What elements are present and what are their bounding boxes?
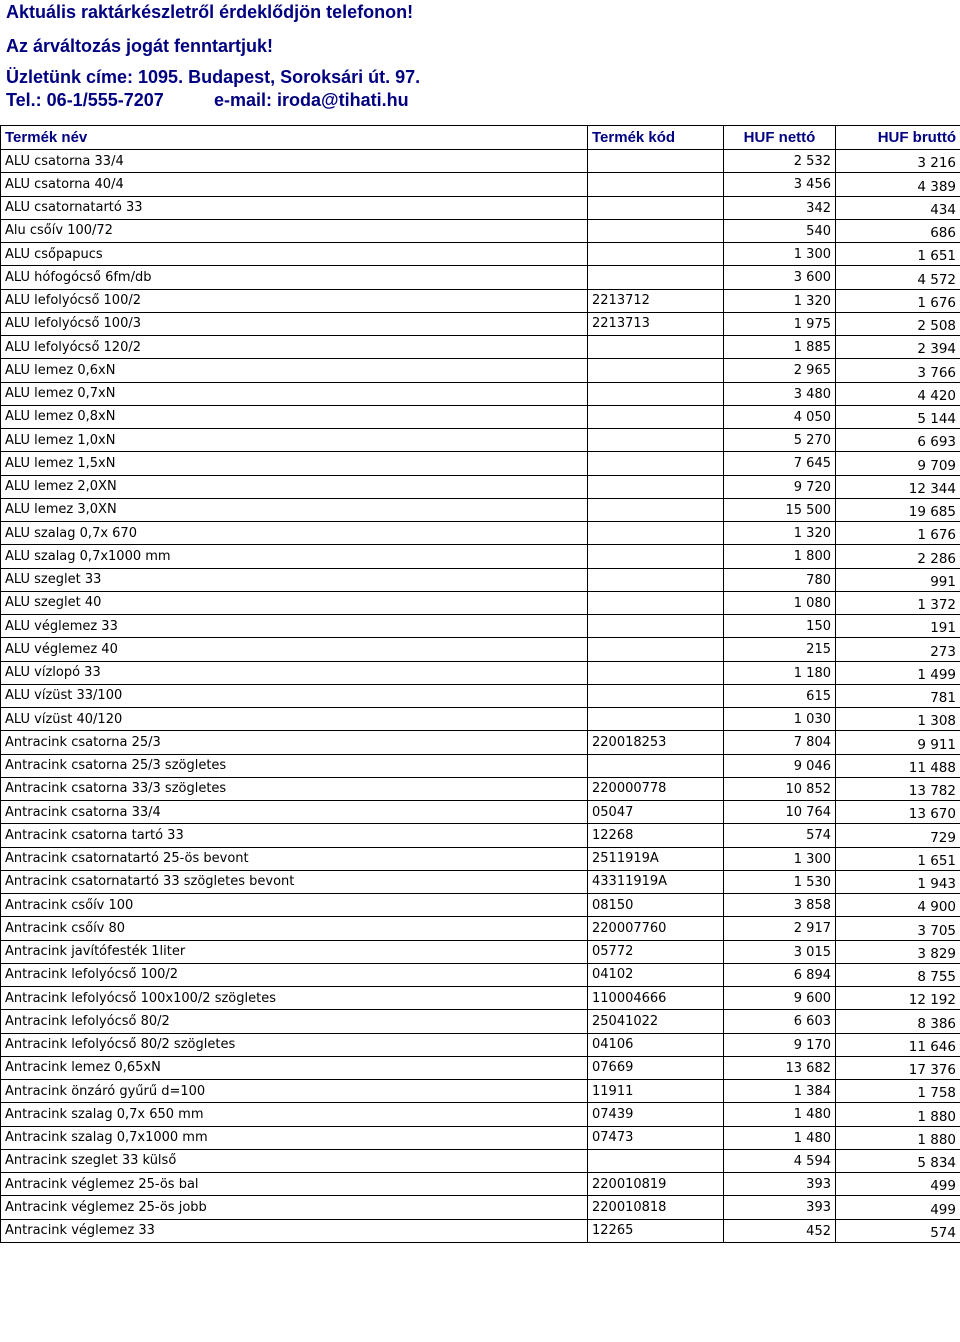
product-name-cell: ALU lemez 3,0XN: [1, 498, 588, 521]
price-table: [0, 125, 960, 1243]
product-name-cell: ALU szalag 0,7x1000 mm: [1, 545, 588, 568]
table-row: [1, 266, 960, 289]
gross-price-cell: 11 488: [836, 754, 960, 777]
table-row: [1, 754, 960, 777]
product-name-cell: ALU lemez 0,8xN: [1, 405, 588, 428]
table-row: [1, 684, 960, 707]
product-name-cell: ALU szalag 0,7x 670: [1, 522, 588, 545]
gross-price-cell: 9 911: [836, 731, 960, 754]
net-price-cell: 1 530: [724, 870, 836, 893]
product-code-cell: [588, 638, 724, 661]
product-name-cell: ALU csatorna 33/4: [1, 150, 588, 173]
gross-price-cell: 19 685: [836, 498, 960, 521]
product-code-cell: 11911: [588, 1080, 724, 1103]
gross-price-cell: 499: [836, 1196, 960, 1219]
product-code-cell: 05047: [588, 801, 724, 824]
product-code-cell: [588, 661, 724, 684]
table-row: [1, 196, 960, 219]
net-price-cell: 1 030: [724, 708, 836, 731]
net-price-cell: 7 804: [724, 731, 836, 754]
table-row: [1, 382, 960, 405]
product-code-cell: 12265: [588, 1219, 724, 1242]
product-name-cell: ALU lemez 1,5xN: [1, 452, 588, 475]
table-row: [1, 777, 960, 800]
table-header-row: [1, 126, 960, 150]
table-row: [1, 405, 960, 428]
table-row: [1, 289, 960, 312]
net-price-cell: 780: [724, 568, 836, 591]
table-row: [1, 243, 960, 266]
net-price-cell: 615: [724, 684, 836, 707]
gross-price-cell: 1 943: [836, 870, 960, 893]
net-price-cell: 2 532: [724, 150, 836, 173]
gross-price-cell: 574: [836, 1219, 960, 1242]
net-price-cell: 10 852: [724, 777, 836, 800]
gross-price-cell: 4 572: [836, 266, 960, 289]
product-name-cell: Antracink csatornatartó 25-ös bevont: [1, 847, 588, 870]
table-row: [1, 452, 960, 475]
table-row: [1, 591, 960, 614]
product-name-cell: Antracink lefolyócső 80/2 szögletes: [1, 1033, 588, 1056]
net-price-cell: 3 858: [724, 894, 836, 917]
product-code-cell: [588, 173, 724, 196]
table-row: [1, 894, 960, 917]
product-name-cell: Antracink javítófesték 1liter: [1, 940, 588, 963]
product-name-cell: ALU szeglet 33: [1, 568, 588, 591]
net-price-cell: 3 015: [724, 940, 836, 963]
table-row: [1, 150, 960, 173]
gross-price-cell: 5 144: [836, 405, 960, 428]
net-price-cell: 1 480: [724, 1126, 836, 1149]
table-row: [1, 731, 960, 754]
product-name-cell: Antracink véglemez 25-ös bal: [1, 1173, 588, 1196]
product-name-cell: Antracink önzáró gyűrű d=100: [1, 1080, 588, 1103]
net-price-cell: 7 645: [724, 452, 836, 475]
net-price-cell: 10 764: [724, 801, 836, 824]
table-row: [1, 638, 960, 661]
table-row: [1, 987, 960, 1010]
product-name-cell: ALU csőpapucs: [1, 243, 588, 266]
gross-price-cell: 3 216: [836, 150, 960, 173]
product-code-cell: 05772: [588, 940, 724, 963]
net-price-cell: 1 800: [724, 545, 836, 568]
net-price-cell: 1 080: [724, 591, 836, 614]
email-link[interactable]: e-mail: iroda@tihati.hu: [214, 90, 409, 110]
gross-price-cell: 1 758: [836, 1080, 960, 1103]
gross-price-cell: 3 829: [836, 940, 960, 963]
product-name-cell: ALU lefolyócső 100/3: [1, 312, 588, 335]
net-price-cell: 150: [724, 615, 836, 638]
product-code-cell: 2213712: [588, 289, 724, 312]
product-name-cell: ALU lefolyócső 120/2: [1, 336, 588, 359]
gross-price-cell: 1 308: [836, 708, 960, 731]
gross-price-cell: 1 880: [836, 1103, 960, 1126]
product-code-cell: [588, 359, 724, 382]
product-code-cell: [588, 150, 724, 173]
table-row: [1, 1196, 960, 1219]
product-name-cell: ALU szeglet 40: [1, 591, 588, 614]
table-row: [1, 312, 960, 335]
product-code-cell: 2213713: [588, 312, 724, 335]
gross-price-cell: 273: [836, 638, 960, 661]
product-code-cell: [588, 754, 724, 777]
gross-price-cell: 1 676: [836, 289, 960, 312]
column-header-gross: HUF bruttó: [836, 126, 960, 150]
table-row: [1, 708, 960, 731]
product-name-cell: ALU lemez 0,7xN: [1, 382, 588, 405]
notice-price-change: Az árváltozás jogát fenntartjuk!: [6, 36, 274, 56]
product-name-cell: Antracink lefolyócső 100/2: [1, 963, 588, 986]
product-name-cell: ALU csatorna 40/4: [1, 173, 588, 196]
table-row: [1, 359, 960, 382]
gross-price-cell: 12 192: [836, 987, 960, 1010]
table-row: [1, 615, 960, 638]
product-code-cell: [588, 196, 724, 219]
product-name-cell: ALU csatornatartó 33: [1, 196, 588, 219]
table-row: [1, 963, 960, 986]
net-price-cell: 1 975: [724, 312, 836, 335]
net-price-cell: 393: [724, 1173, 836, 1196]
gross-price-cell: 5 834: [836, 1149, 960, 1172]
net-price-cell: 342: [724, 196, 836, 219]
net-price-cell: 5 270: [724, 429, 836, 452]
net-price-cell: 1 300: [724, 847, 836, 870]
gross-price-cell: 11 646: [836, 1033, 960, 1056]
product-code-cell: [588, 568, 724, 591]
product-code-cell: [588, 405, 724, 428]
gross-price-cell: 12 344: [836, 475, 960, 498]
notice-stock: Aktuális raktárkészletről érdeklődjön telefonon!: [6, 2, 414, 22]
product-code-cell: [588, 708, 724, 731]
product-name-cell: Antracink csatorna 25/3: [1, 731, 588, 754]
table-row: [1, 1173, 960, 1196]
gross-price-cell: 3 705: [836, 917, 960, 940]
product-code-cell: 12268: [588, 824, 724, 847]
table-row: [1, 429, 960, 452]
product-name-cell: ALU lefolyócső 100/2: [1, 289, 588, 312]
product-name-cell: Antracink csatorna 33/4: [1, 801, 588, 824]
product-code-cell: 220007760: [588, 917, 724, 940]
net-price-cell: 2 917: [724, 917, 836, 940]
gross-price-cell: 4 900: [836, 894, 960, 917]
gross-price-cell: 191: [836, 615, 960, 638]
table-row: [1, 847, 960, 870]
table-row: [1, 568, 960, 591]
net-price-cell: 9 720: [724, 475, 836, 498]
product-code-cell: [588, 522, 724, 545]
product-name-cell: ALU véglemez 40: [1, 638, 588, 661]
gross-price-cell: 991: [836, 568, 960, 591]
net-price-cell: 1 384: [724, 1080, 836, 1103]
store-address: Üzletünk címe: 1095. Budapest, Soroksári út. 97.: [6, 67, 421, 87]
net-price-cell: 13 682: [724, 1056, 836, 1079]
net-price-cell: 393: [724, 1196, 836, 1219]
table-row: [1, 1033, 960, 1056]
product-name-cell: ALU vízüst 40/120: [1, 708, 588, 731]
net-price-cell: 3 600: [724, 266, 836, 289]
table-row: [1, 940, 960, 963]
product-code-cell: [588, 498, 724, 521]
product-code-cell: [588, 266, 724, 289]
gross-price-cell: 781: [836, 684, 960, 707]
product-code-cell: [588, 684, 724, 707]
gross-price-cell: 1 676: [836, 522, 960, 545]
product-name-cell: Antracink csatornatartó 33 szögletes bevont: [1, 870, 588, 893]
gross-price-cell: 4 389: [836, 173, 960, 196]
table-row: [1, 1103, 960, 1126]
product-name-cell: Antracink szalag 0,7x1000 mm: [1, 1126, 588, 1149]
product-name-cell: ALU lemez 0,6xN: [1, 359, 588, 382]
gross-price-cell: 8 386: [836, 1010, 960, 1033]
gross-price-cell: 9 709: [836, 452, 960, 475]
product-name-cell: Antracink szalag 0,7x 650 mm: [1, 1103, 588, 1126]
net-price-cell: 1 320: [724, 522, 836, 545]
gross-price-cell: 686: [836, 219, 960, 242]
gross-price-cell: 499: [836, 1173, 960, 1196]
product-code-cell: 220010818: [588, 1196, 724, 1219]
product-code-cell: 07439: [588, 1103, 724, 1126]
product-code-cell: [588, 615, 724, 638]
net-price-cell: 2 965: [724, 359, 836, 382]
net-price-cell: 4 050: [724, 405, 836, 428]
net-price-cell: 215: [724, 638, 836, 661]
product-code-cell: 04106: [588, 1033, 724, 1056]
table-row: [1, 475, 960, 498]
product-code-cell: [588, 219, 724, 242]
product-code-cell: 07473: [588, 1126, 724, 1149]
product-code-cell: 220000778: [588, 777, 724, 800]
table-row: [1, 173, 960, 196]
column-header-net: HUF nettó: [724, 126, 836, 150]
gross-price-cell: 2 286: [836, 545, 960, 568]
net-price-cell: 4 594: [724, 1149, 836, 1172]
net-price-cell: 9 600: [724, 987, 836, 1010]
net-price-cell: 9 046: [724, 754, 836, 777]
table-row: [1, 1126, 960, 1149]
net-price-cell: 1 320: [724, 289, 836, 312]
product-name-cell: Antracink lefolyócső 100x100/2 szögletes: [1, 987, 588, 1010]
product-code-cell: 220010819: [588, 1173, 724, 1196]
gross-price-cell: 13 782: [836, 777, 960, 800]
gross-price-cell: 434: [836, 196, 960, 219]
table-row: [1, 498, 960, 521]
product-code-cell: [588, 1149, 724, 1172]
product-name-cell: ALU véglemez 33: [1, 615, 588, 638]
product-code-cell: [588, 591, 724, 614]
gross-price-cell: 1 372: [836, 591, 960, 614]
product-name-cell: ALU hófogócső 6fm/db: [1, 266, 588, 289]
table-row: [1, 219, 960, 242]
net-price-cell: 9 170: [724, 1033, 836, 1056]
product-name-cell: Antracink csőív 100: [1, 894, 588, 917]
net-price-cell: 452: [724, 1219, 836, 1242]
table-row: [1, 1219, 960, 1242]
product-code-cell: 08150: [588, 894, 724, 917]
product-name-cell: Alu csőív 100/72: [1, 219, 588, 242]
net-price-cell: 1 180: [724, 661, 836, 684]
table-row: [1, 1010, 960, 1033]
product-name-cell: Antracink véglemez 25-ös jobb: [1, 1196, 588, 1219]
gross-price-cell: 8 755: [836, 963, 960, 986]
product-name-cell: ALU lemez 2,0XN: [1, 475, 588, 498]
table-row: [1, 1080, 960, 1103]
product-code-cell: 110004666: [588, 987, 724, 1010]
table-row: [1, 917, 960, 940]
net-price-cell: 1 300: [724, 243, 836, 266]
gross-price-cell: 1 651: [836, 847, 960, 870]
product-code-cell: [588, 429, 724, 452]
gross-price-cell: 729: [836, 824, 960, 847]
phone-number: Tel.: 06-1/555-7207: [6, 90, 164, 110]
product-code-cell: 25041022: [588, 1010, 724, 1033]
product-code-cell: [588, 382, 724, 405]
product-name-cell: Antracink csatorna tartó 33: [1, 824, 588, 847]
gross-price-cell: 4 420: [836, 382, 960, 405]
net-price-cell: 3 456: [724, 173, 836, 196]
product-name-cell: ALU vízüst 33/100: [1, 684, 588, 707]
product-name-cell: Antracink csőív 80: [1, 917, 588, 940]
table-row: [1, 801, 960, 824]
gross-price-cell: 6 693: [836, 429, 960, 452]
net-price-cell: 6 894: [724, 963, 836, 986]
product-name-cell: Antracink lemez 0,65xN: [1, 1056, 588, 1079]
gross-price-cell: 2 508: [836, 312, 960, 335]
net-price-cell: 540: [724, 219, 836, 242]
product-name-cell: ALU lemez 1,0xN: [1, 429, 588, 452]
net-price-cell: 15 500: [724, 498, 836, 521]
table-row: [1, 545, 960, 568]
product-code-cell: 04102: [588, 963, 724, 986]
gross-price-cell: 2 394: [836, 336, 960, 359]
product-code-cell: [588, 545, 724, 568]
gross-price-cell: 13 670: [836, 801, 960, 824]
table-row: [1, 824, 960, 847]
net-price-cell: 1 480: [724, 1103, 836, 1126]
column-header-code: Termék kód: [588, 126, 724, 150]
product-code-cell: [588, 336, 724, 359]
product-code-cell: 220018253: [588, 731, 724, 754]
product-code-cell: [588, 475, 724, 498]
product-name-cell: Antracink lefolyócső 80/2: [1, 1010, 588, 1033]
table-row: [1, 661, 960, 684]
gross-price-cell: 3 766: [836, 359, 960, 382]
product-code-cell: 2511919A: [588, 847, 724, 870]
product-name-cell: Antracink szeglet 33 külső: [1, 1149, 588, 1172]
net-price-cell: 6 603: [724, 1010, 836, 1033]
table-body: [1, 150, 960, 1243]
product-name-cell: Antracink véglemez 33: [1, 1219, 588, 1242]
net-price-cell: 3 480: [724, 382, 836, 405]
table-row: [1, 870, 960, 893]
product-code-cell: [588, 243, 724, 266]
product-code-cell: 43311919A: [588, 870, 724, 893]
product-code-cell: [588, 452, 724, 475]
gross-price-cell: 17 376: [836, 1056, 960, 1079]
product-code-cell: 07669: [588, 1056, 724, 1079]
table-row: [1, 1149, 960, 1172]
product-name-cell: Antracink csatorna 33/3 szögletes: [1, 777, 588, 800]
column-header-name: Termék név: [1, 126, 588, 150]
net-price-cell: 1 885: [724, 336, 836, 359]
table-row: [1, 336, 960, 359]
net-price-cell: 574: [724, 824, 836, 847]
table-row: [1, 1056, 960, 1079]
table-row: [1, 522, 960, 545]
product-name-cell: ALU vízlopó 33: [1, 661, 588, 684]
gross-price-cell: 1 880: [836, 1126, 960, 1149]
gross-price-cell: 1 499: [836, 661, 960, 684]
product-name-cell: Antracink csatorna 25/3 szögletes: [1, 754, 588, 777]
gross-price-cell: 1 651: [836, 243, 960, 266]
